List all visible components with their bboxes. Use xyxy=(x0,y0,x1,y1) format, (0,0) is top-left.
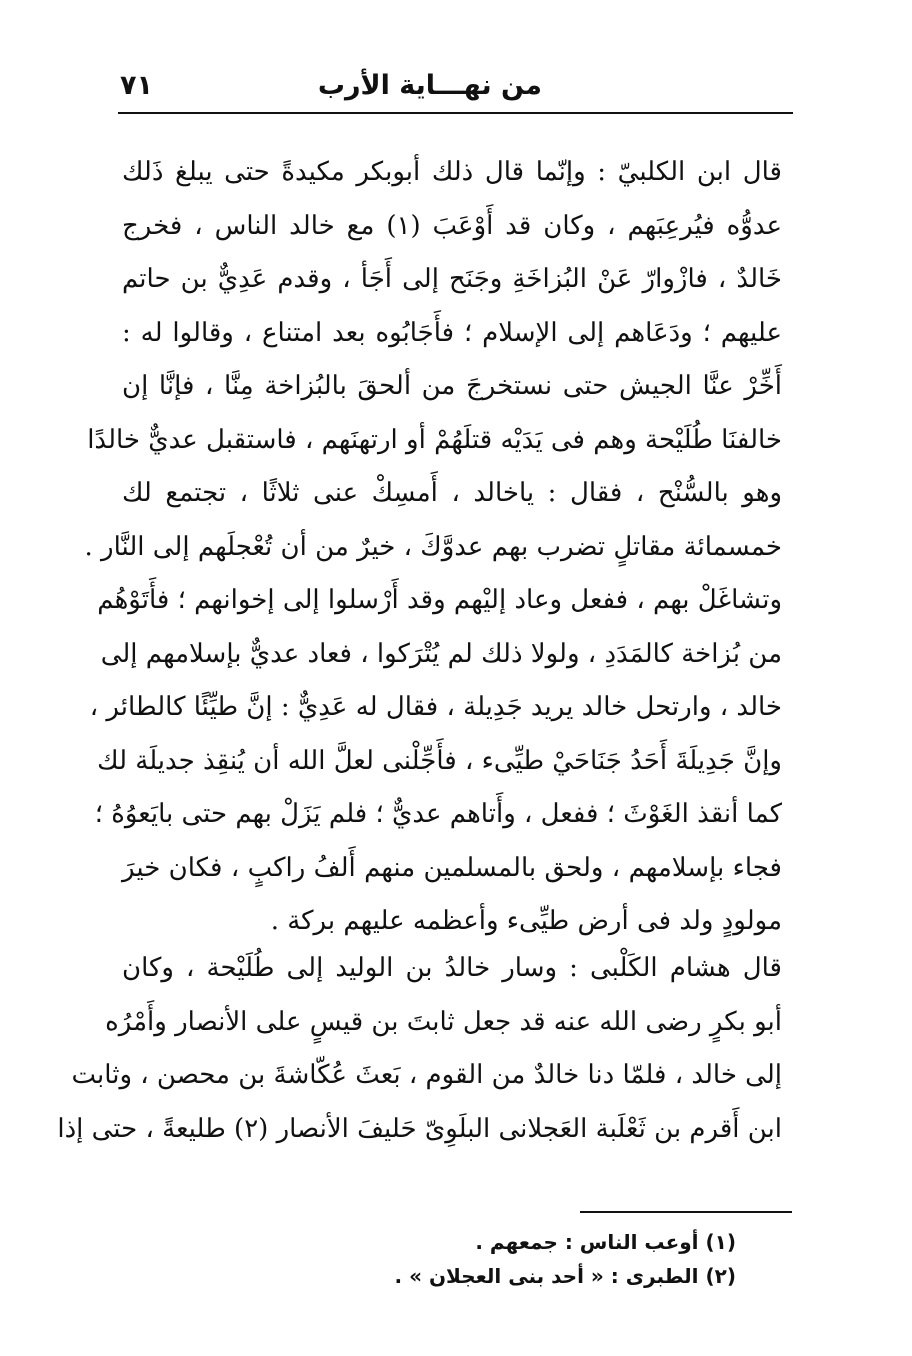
page-number: ٧١ xyxy=(120,70,153,101)
text-line: وتشاغَلْ بهم ، ففعل وعاد إليْهم وقد أَرْسلوا إلى إخوانهم ؛ فأَتَوْهُم xyxy=(97,585,782,615)
header-rule xyxy=(118,112,793,114)
text-line: أَخِّرْ عنَّا الجيش حتى نستخرجَ من ألحقَ بالبُزاخة مِنَّا ، فإنَّا إن xyxy=(122,371,782,401)
text-line: فجاء بإسلامهم ، ولحق بالمسلمين منهم أَلفُ راكبٍ ، فكان خيرَ xyxy=(122,852,782,883)
text-line: مولودٍ ولد فى أرض طيِّىء وأعظمه عليهم بركة . xyxy=(270,906,782,936)
paragraph-hisham-kalbi xyxy=(57,942,782,1156)
text-line: ابن أَقرم بن ثَعْلَبة العَجلانى البلَوِىّ حَليفَ الأنصار (٢) طليعةً ، حتى إذا xyxy=(57,1113,782,1144)
text-line: قال ابن الكلبيّ : وإنّما قال ذلك أبوبكر مكيدةً حتى يبلغ ذَلك xyxy=(122,157,782,187)
text-line: أبو بكرٍ رضى الله عنه قد جعل ثابتَ بن قيسٍ على الأنصار وأَمْرُه xyxy=(105,1006,782,1037)
paragraph-ibn-kalbi xyxy=(84,146,782,949)
text-line: إلى خالد ، فلمّا دنا خالدٌ من القوم ، بَعثَ عُكّاشةَ بن محصن ، وثابت xyxy=(71,1060,782,1090)
running-title: من نهـــاية الأرب xyxy=(317,70,542,101)
text-line: خالد ، وارتحل خالد يريد جَدِيلة ، فقال له عَدِيٌّ : إنَّ طيِّئًا كالطائر ، xyxy=(89,692,782,722)
footnote-1: (١) أوعب الناس : جمعهم . xyxy=(475,1230,736,1254)
text-line: وإنَّ جَدِيلَةَ أَحَدُ جَنَاحَيْ طيِّىء ، فأَجِّلْنى لعلَّ الله أن يُنقِذ جديلَة لك xyxy=(97,745,782,776)
text-line: قال هشام الكَلْبى : وسار خالدُ بن الوليد إلى طُلَيْحة ، وكان xyxy=(122,953,782,983)
page-header xyxy=(120,62,782,112)
text-line: خمسمائة مقاتلٍ تضرب بهم عدوَّكَ ، خيرٌ من أن تُعْجلَهم إلى النَّار . xyxy=(84,531,782,562)
text-line: خالفنَا طُلَيْحة وهم فى يَدَيْه قتلَهُمْ أو ارتهنَهم ، فاستقبل عديٌّ خالدًا xyxy=(87,424,782,455)
text-line: خَالدٌ ، فازْوارّ عَنْ البُزاخَةِ وجَنَح إلى أَجَأ ، وقدم عَدِيٌّ بن حاتم xyxy=(122,264,782,294)
text-line: عليهم ؛ ودَعَاهم إلى الإسلام ؛ فأَجَابُوه بعد امتناع ، وقالوا له : xyxy=(122,317,782,348)
text-line: كما أنقذ الغَوْثَ ؛ ففعل ، وأَتاهم عديٌّ ؛ فلم يَزَلْ بهم حتى بايَعوُهُ ؛ xyxy=(94,799,782,829)
footnote-separator xyxy=(580,1211,792,1213)
footnotes xyxy=(276,1225,736,1293)
footnote-2: (٢) الطبرى : « أحد بنى العجلان » . xyxy=(394,1264,736,1288)
text-line: وهو بالسُّنْح ، فقال : ياخالد ، أَمسِكْ عنى ثلاثًا ، تجتمع لك xyxy=(122,478,782,508)
text-line: من بُزاخة كالمَدَدِ ، ولولا ذلك لم يُتْرَكوا ، فعاد عديٌّ بإسلامهم إلى xyxy=(100,638,782,669)
text-line: عدوُّه فيُرعِبَهم ، وكان قد أَوْعَبَ (١) مع خالد الناس ، فخرج xyxy=(122,210,782,241)
